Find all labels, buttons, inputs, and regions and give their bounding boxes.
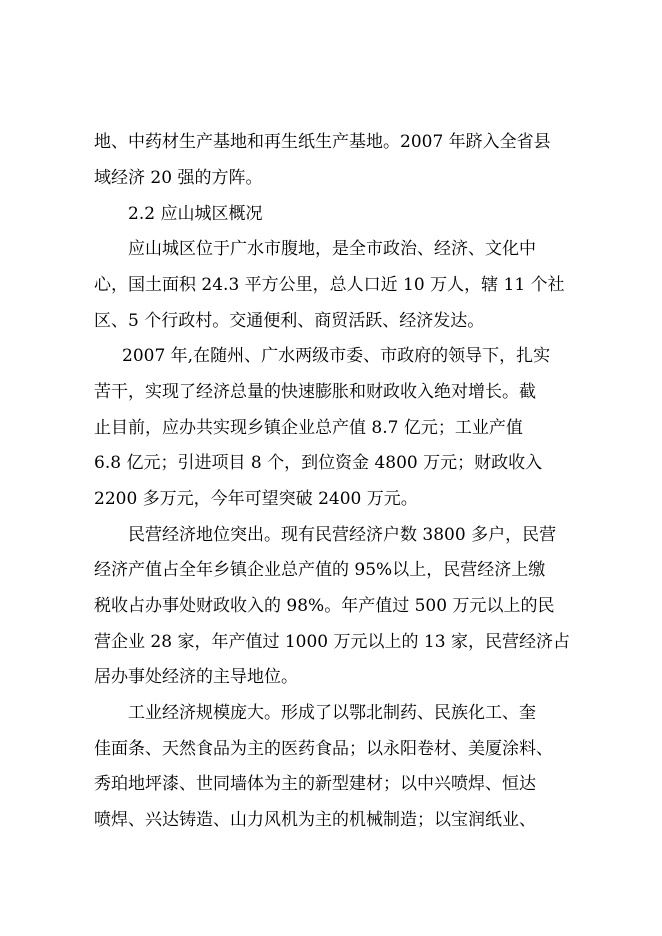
text-line: 2200 多万元，今年可望突破 2400 万元。: [94, 489, 418, 509]
text-line: 居办事处经济的主导地位。: [94, 667, 298, 687]
text-line: 心，国土面积 24.3 平方公里，总人口近 10 万人，辖 11 个社: [94, 275, 565, 295]
section-heading: 2.2 应山城区概况: [128, 204, 263, 224]
text-line: 苦干，实现了经济总量的快速膨胀和财政收入绝对增长。截: [94, 382, 536, 402]
text-line: 域经济 20 强的方阵。: [94, 168, 263, 188]
text-line: 地、中药材生产基地和再生纸生产基地。2007 年跻入全省县: [94, 132, 551, 152]
text-line: 6.8 亿元；引进项目 8 个，到位资金 4800 万元；财政收入: [94, 453, 543, 473]
text-line: 区、5 个行政村。交通便利、商贸活跃、经济发达。: [94, 311, 485, 331]
text-line: 佳面条、天然食品为主的医药食品；以永阳卷材、美厦涂料、: [94, 739, 553, 759]
text-line: 工业经济规模庞大。形成了以鄂北制药、民族化工、奎: [128, 703, 536, 723]
text-line: 止目前，应办共实现乡镇企业总产值 8.7 亿元；工业产值: [94, 418, 523, 438]
text-line: 经济产值占全年乡镇企业总产值的 95%以上，民营经济上缴: [94, 560, 546, 580]
text-line: 2007 年,在随州、广水两级市委、市政府的领导下，扎实: [122, 346, 551, 366]
text-line: 应山城区位于广水市腹地，是全市政治、经济、文化中: [128, 239, 536, 259]
text-line: 民营经济地位突出。现有民营经济户数 3800 多户，民营: [128, 525, 557, 545]
text-line: 喷焊、兴达铸造、山力风机为主的机械制造；以宝润纸业、: [94, 810, 536, 830]
text-line: 税收占办事处财政收入的 98%。年产值过 500 万元以上的民: [94, 596, 555, 616]
text-line: 秀珀地坪漆、世同墙体为主的新型建材；以中兴喷焊、恒达: [94, 774, 536, 794]
text-line: 营企业 28 家，年产值过 1000 万元以上的 13 家，民营经济占: [94, 632, 570, 652]
